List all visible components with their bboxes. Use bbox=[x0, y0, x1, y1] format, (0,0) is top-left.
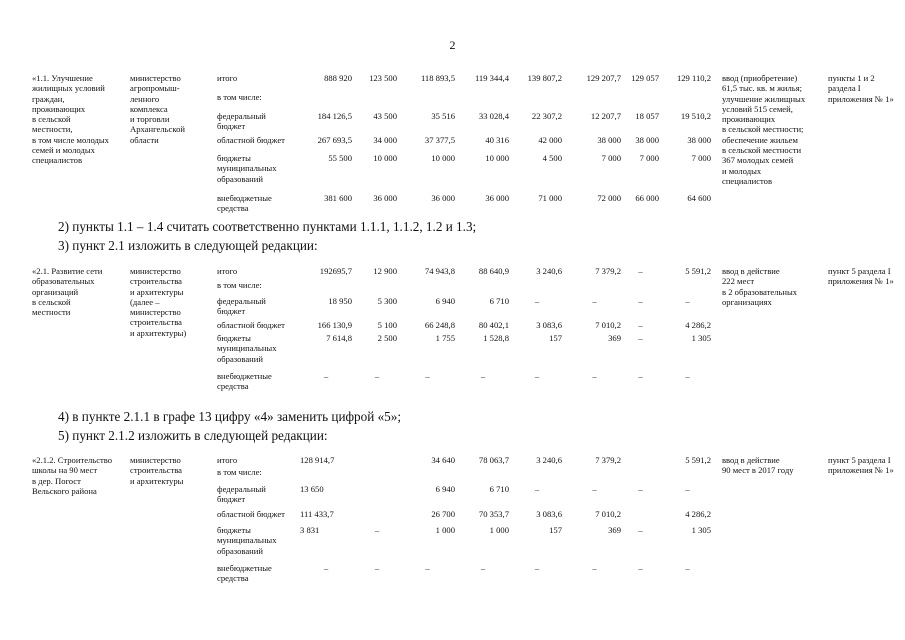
table-row bbox=[32, 153, 904, 184]
year-cell: 38 000 bbox=[635, 135, 659, 145]
year-cell: 6 940 bbox=[435, 296, 455, 306]
year-cell: 1 305 bbox=[691, 333, 711, 343]
year-cell: – bbox=[592, 371, 597, 381]
year-cell: 10 000 bbox=[485, 153, 509, 163]
reference: пункт 5 раздела I приложения № 1» bbox=[828, 266, 894, 287]
year-cell: – bbox=[638, 371, 643, 381]
year-cell: 38 000 bbox=[687, 135, 711, 145]
year-cell: 6 710 bbox=[489, 296, 509, 306]
year-cell: 36 000 bbox=[485, 193, 509, 203]
total-cell: 111 433,7 bbox=[300, 509, 334, 519]
table-row bbox=[32, 73, 904, 83]
funding-source: внебюджетные средства bbox=[217, 193, 272, 214]
funding-source: в том числе: bbox=[217, 92, 262, 102]
year-cell: 40 316 bbox=[485, 135, 509, 145]
year-cell: – bbox=[425, 563, 430, 573]
table-row bbox=[32, 509, 904, 519]
year-cell: 22 307,2 bbox=[531, 111, 562, 121]
page-number: 2 bbox=[449, 38, 456, 52]
reference: пункты 1 и 2 раздела I приложения № 1» bbox=[828, 73, 894, 104]
year-cell: 3 083,6 bbox=[536, 509, 562, 519]
year-cell: – bbox=[534, 563, 540, 573]
year-cell: 118 893,5 bbox=[420, 73, 455, 83]
year-cell: 139 807,2 bbox=[527, 73, 562, 83]
amendment-5: 5) пункт 2.1.2 изложить в следующей редакции: bbox=[58, 428, 328, 443]
total-cell: 192695,7 bbox=[319, 266, 352, 276]
year-cell: 36 000 bbox=[431, 193, 455, 203]
executor: министерство строительства и архитектуры bbox=[130, 455, 184, 486]
year-cell: – bbox=[425, 371, 430, 381]
year-cell: 7 010,2 bbox=[595, 509, 621, 519]
table-row bbox=[32, 92, 904, 102]
total-cell: 381 600 bbox=[324, 193, 352, 203]
year-cell: – bbox=[638, 296, 643, 306]
year-cell: 4 286,2 bbox=[685, 320, 711, 330]
year-cell: 129 207,7 bbox=[586, 73, 621, 83]
funding-source: в том числе: bbox=[217, 467, 262, 477]
funding-source: бюджеты муниципальных образований bbox=[217, 333, 277, 364]
table-row bbox=[32, 455, 904, 465]
year-cell: 18 057 bbox=[635, 111, 659, 121]
year-cell: 78 063,7 bbox=[478, 455, 509, 465]
year-cell: 64 600 bbox=[687, 193, 711, 203]
year-cell: – bbox=[638, 563, 643, 573]
table-row bbox=[32, 467, 904, 477]
amendment-4: 4) в пункте 2.1.1 в графе 13 цифру «4» заменить цифрой «5»; bbox=[58, 409, 402, 424]
total-cell: 7 614,8 bbox=[326, 333, 352, 343]
year-cell: 7 379,2 bbox=[595, 266, 621, 276]
table-row bbox=[32, 484, 904, 505]
year-cell: 7 000 bbox=[691, 153, 711, 163]
year-cell: – bbox=[638, 484, 643, 494]
funding-source: бюджеты муниципальных образований bbox=[217, 153, 277, 184]
table-row bbox=[32, 371, 904, 392]
year-cell: – bbox=[534, 484, 540, 494]
table-row bbox=[32, 280, 904, 290]
year-cell: 38 000 bbox=[597, 135, 621, 145]
year-cell: 10 000 bbox=[431, 153, 455, 163]
year-cell: – bbox=[638, 266, 643, 276]
year-cell: – bbox=[480, 563, 486, 573]
total-cell: 184 126,5 bbox=[317, 111, 352, 121]
total-cell: 128 914,7 bbox=[300, 455, 335, 465]
year-cell: – bbox=[638, 525, 643, 535]
table-row bbox=[32, 296, 904, 317]
year-cell: 33 028,4 bbox=[478, 111, 509, 121]
year-cell: 3 240,6 bbox=[536, 266, 562, 276]
funding-source: внебюджетные средства bbox=[217, 563, 272, 584]
year-cell: 6 940 bbox=[435, 484, 455, 494]
year-cell: – bbox=[685, 484, 690, 494]
year-cell: – bbox=[685, 563, 690, 573]
total-cell: 166 130,9 bbox=[317, 320, 352, 330]
total-cell: 13 650 bbox=[300, 484, 324, 494]
year-cell: – bbox=[480, 371, 486, 381]
year-cell: 70 353,7 bbox=[478, 509, 509, 519]
year-cell: 88 640,9 bbox=[478, 266, 509, 276]
funding-source: внебюджетные средства bbox=[217, 371, 272, 392]
executor: министерство агропромыш- ленного комплекса и торговли Архангельской области bbox=[130, 73, 185, 145]
year-cell: 74 943,8 bbox=[424, 266, 455, 276]
funding-source: итого bbox=[217, 73, 238, 83]
funding-source: федеральный бюджет bbox=[217, 484, 266, 505]
year-cell: – bbox=[374, 563, 380, 573]
year-cell: – bbox=[638, 333, 643, 343]
expected-result: ввод (приобретение) 61,5 тыс. кв. м жилья; улучшение жилищных условий 515 семей, проживающих в сельской местности; обеспечение жильем в сельской местности 367 молодых семей и молодых специалистов bbox=[722, 73, 806, 186]
expected-result: ввод в действие 222 мест в 2 образовательных организациях bbox=[722, 266, 798, 307]
year-cell: 3 240,6 bbox=[536, 455, 562, 465]
reference: пункт 5 раздела I приложения № 1» bbox=[828, 455, 894, 476]
year-cell: 157 bbox=[549, 333, 562, 343]
year-cell: 12 207,7 bbox=[590, 111, 621, 121]
year-cell: 7 000 bbox=[601, 153, 621, 163]
executor: министерство строительства и архитектуры (далее – министерство строительства и архитектуры) bbox=[130, 266, 187, 338]
year-cell: 35 516 bbox=[431, 111, 455, 121]
year-cell: 26 700 bbox=[431, 509, 455, 519]
year-cell: 2 500 bbox=[377, 333, 397, 343]
total-cell: 888 920 bbox=[324, 73, 352, 83]
funding-source: федеральный бюджет bbox=[217, 111, 266, 132]
year-cell: 37 377,5 bbox=[424, 135, 455, 145]
year-cell: – bbox=[534, 371, 540, 381]
year-cell: – bbox=[638, 320, 643, 330]
total-cell: 267 693,5 bbox=[317, 135, 352, 145]
table-row bbox=[32, 135, 904, 145]
year-cell: 129 057 bbox=[631, 73, 659, 83]
year-cell: – bbox=[592, 484, 597, 494]
year-cell: 34 640 bbox=[431, 455, 455, 465]
year-cell: 7 000 bbox=[639, 153, 659, 163]
table-row bbox=[32, 320, 904, 330]
year-cell: 36 000 bbox=[373, 193, 397, 203]
year-cell: 66 248,8 bbox=[424, 320, 455, 330]
year-cell: 80 402,1 bbox=[478, 320, 509, 330]
table-row bbox=[32, 333, 904, 364]
year-cell: – bbox=[592, 563, 597, 573]
year-cell: 5 591,2 bbox=[685, 266, 711, 276]
year-cell: 12 900 bbox=[373, 266, 397, 276]
year-cell: 19 510,2 bbox=[680, 111, 711, 121]
year-cell: 66 000 bbox=[635, 193, 659, 203]
funding-source: областной бюджет bbox=[217, 135, 285, 145]
total-cell: – bbox=[323, 563, 329, 573]
year-cell: 1 000 bbox=[489, 525, 509, 535]
table-row bbox=[32, 266, 904, 276]
year-cell: 5 591,2 bbox=[685, 455, 711, 465]
year-cell: 4 500 bbox=[542, 153, 562, 163]
year-cell: – bbox=[374, 525, 380, 535]
year-cell: 129 110,2 bbox=[676, 73, 711, 83]
year-cell: 3 083,6 bbox=[536, 320, 562, 330]
year-cell: – bbox=[685, 371, 690, 381]
year-cell: 4 286,2 bbox=[685, 509, 711, 519]
year-cell: – bbox=[685, 296, 690, 306]
year-cell: 42 000 bbox=[538, 135, 562, 145]
year-cell: 5 100 bbox=[377, 320, 397, 330]
expected-result: ввод в действие 90 мест в 2017 году bbox=[722, 455, 794, 476]
year-cell: 7 379,2 bbox=[595, 455, 621, 465]
total-cell: 18 950 bbox=[328, 296, 352, 306]
table-row bbox=[32, 563, 904, 584]
item-name: «2.1.2. Строительство школы на 90 мест в дер. Погост Вельского района bbox=[32, 455, 113, 496]
year-cell: 119 344,4 bbox=[474, 73, 509, 83]
year-cell: 43 500 bbox=[373, 111, 397, 121]
funding-source: итого bbox=[217, 266, 238, 276]
amendment-3: 3) пункт 2.1 изложить в следующей редакции: bbox=[58, 238, 318, 253]
year-cell: 1 528,8 bbox=[483, 333, 509, 343]
funding-source: федеральный бюджет bbox=[217, 296, 266, 317]
year-cell: 1 305 bbox=[691, 525, 711, 535]
table-row bbox=[32, 111, 904, 132]
table-row bbox=[32, 193, 904, 214]
amendment-2: 2) пункты 1.1 – 1.4 считать соответственно пунктами 1.1.1, 1.1.2, 1.2 и 1.3; bbox=[58, 219, 477, 234]
total-cell: – bbox=[323, 371, 329, 381]
year-cell: 1 755 bbox=[435, 333, 455, 343]
year-cell: – bbox=[592, 296, 597, 306]
item-name: «1.1. Улучшение жилищных условий граждан, проживающих в сельской местности, в том числе молодых семей и молодых специалистов bbox=[32, 73, 109, 166]
year-cell: 369 bbox=[608, 525, 621, 535]
funding-source: итого bbox=[217, 455, 238, 465]
year-cell: 157 bbox=[549, 525, 562, 535]
year-cell: 10 000 bbox=[373, 153, 397, 163]
total-cell: 3 831 bbox=[300, 525, 320, 535]
year-cell: 5 300 bbox=[377, 296, 397, 306]
funding-source: в том числе: bbox=[217, 280, 262, 290]
year-cell: 34 000 bbox=[373, 135, 397, 145]
year-cell: 369 bbox=[608, 333, 621, 343]
year-cell: 123 500 bbox=[369, 73, 397, 83]
funding-source: бюджеты муниципальных образований bbox=[217, 525, 277, 556]
year-cell: 1 000 bbox=[435, 525, 455, 535]
item-name: «2.1. Развитие сети образовательных организаций в сельской местности bbox=[32, 266, 103, 318]
year-cell: – bbox=[374, 371, 380, 381]
table-row bbox=[32, 525, 904, 556]
funding-source: областной бюджет bbox=[217, 320, 285, 330]
year-cell: 71 000 bbox=[538, 193, 562, 203]
total-cell: 55 500 bbox=[328, 153, 352, 163]
funding-source: областной бюджет bbox=[217, 509, 285, 519]
year-cell: – bbox=[534, 296, 540, 306]
year-cell: 6 710 bbox=[489, 484, 509, 494]
year-cell: 7 010,2 bbox=[595, 320, 621, 330]
year-cell: 72 000 bbox=[597, 193, 621, 203]
